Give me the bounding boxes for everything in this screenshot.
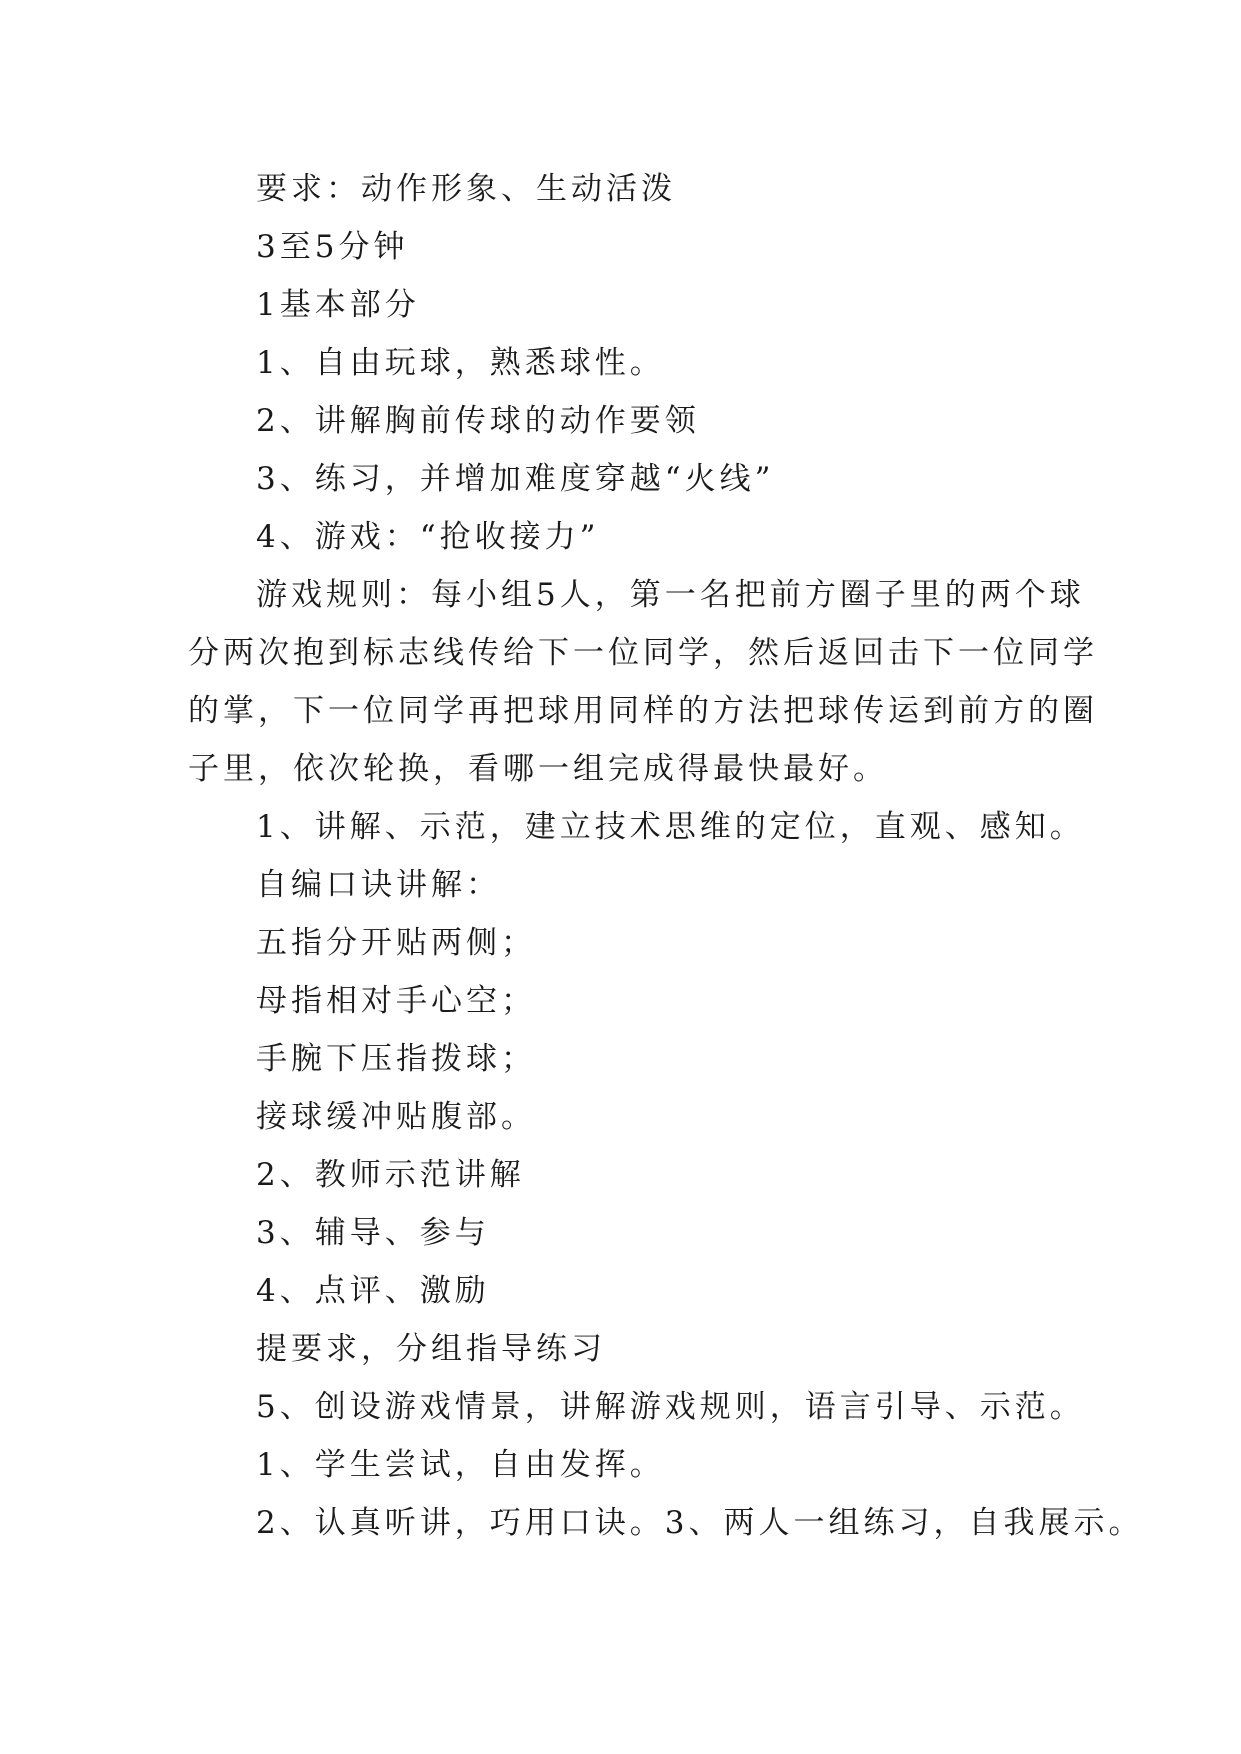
mnemonic-heading: 自编口诀讲解： xyxy=(256,867,501,903)
list-item: 5、创设游戏情景，讲解游戏规则，语言引导、示范。 xyxy=(256,1389,1085,1425)
section-heading: 1基本部分 xyxy=(256,287,420,323)
paragraph-line: 的掌，下一位同学再把球用同样的方法把球传运到前方的圈 xyxy=(188,693,1098,729)
list-item: 3、练习，并增加难度穿越“火线” xyxy=(256,461,775,497)
paragraph-line: 分两次抱到标志线传给下一位同学，然后返回击下一位同学 xyxy=(188,635,1098,671)
list-item: 1、学生尝试，自由发挥。 xyxy=(256,1447,665,1483)
mnemonic-line: 手腕下压指拨球； xyxy=(256,1041,536,1077)
list-item: 1、讲解、示范，建立技术思维的定位，直观、感知。 xyxy=(256,809,1085,845)
list-item: 4、点评、激励 xyxy=(256,1273,490,1309)
list-item: 2、讲解胸前传球的动作要领 xyxy=(256,403,700,439)
mnemonic-line: 五指分开贴两侧； xyxy=(256,925,536,961)
mnemonic-line: 母指相对手心空； xyxy=(256,983,536,1019)
game-rules-paragraph xyxy=(188,566,1098,798)
paragraph-line: 子里，依次轮换，看哪一组完成得最快最好。 xyxy=(188,751,888,787)
duration-line: 3至5分钟 xyxy=(256,229,409,265)
mnemonic-line: 接球缓冲贴腹部。 xyxy=(256,1099,536,1135)
requirement-line: 要求：动作形象、生动活泼 xyxy=(256,171,676,207)
list-item: 3、辅导、参与 xyxy=(256,1215,490,1251)
text-line: 提要求，分组指导练习 xyxy=(256,1331,606,1367)
document-body xyxy=(188,160,1144,1552)
list-item: 1、自由玩球，熟悉球性。 xyxy=(256,345,665,381)
list-item: 2、教师示范讲解 xyxy=(256,1157,525,1193)
paragraph-line: 游戏规则：每小组5人，第一名把前方圈子里的两个球 xyxy=(256,577,1085,613)
list-item: 2、认真听讲，巧用口诀。3、两人一组练习，自我展示。 xyxy=(256,1505,1144,1541)
list-item: 4、游戏：“抢收接力” xyxy=(256,519,600,555)
